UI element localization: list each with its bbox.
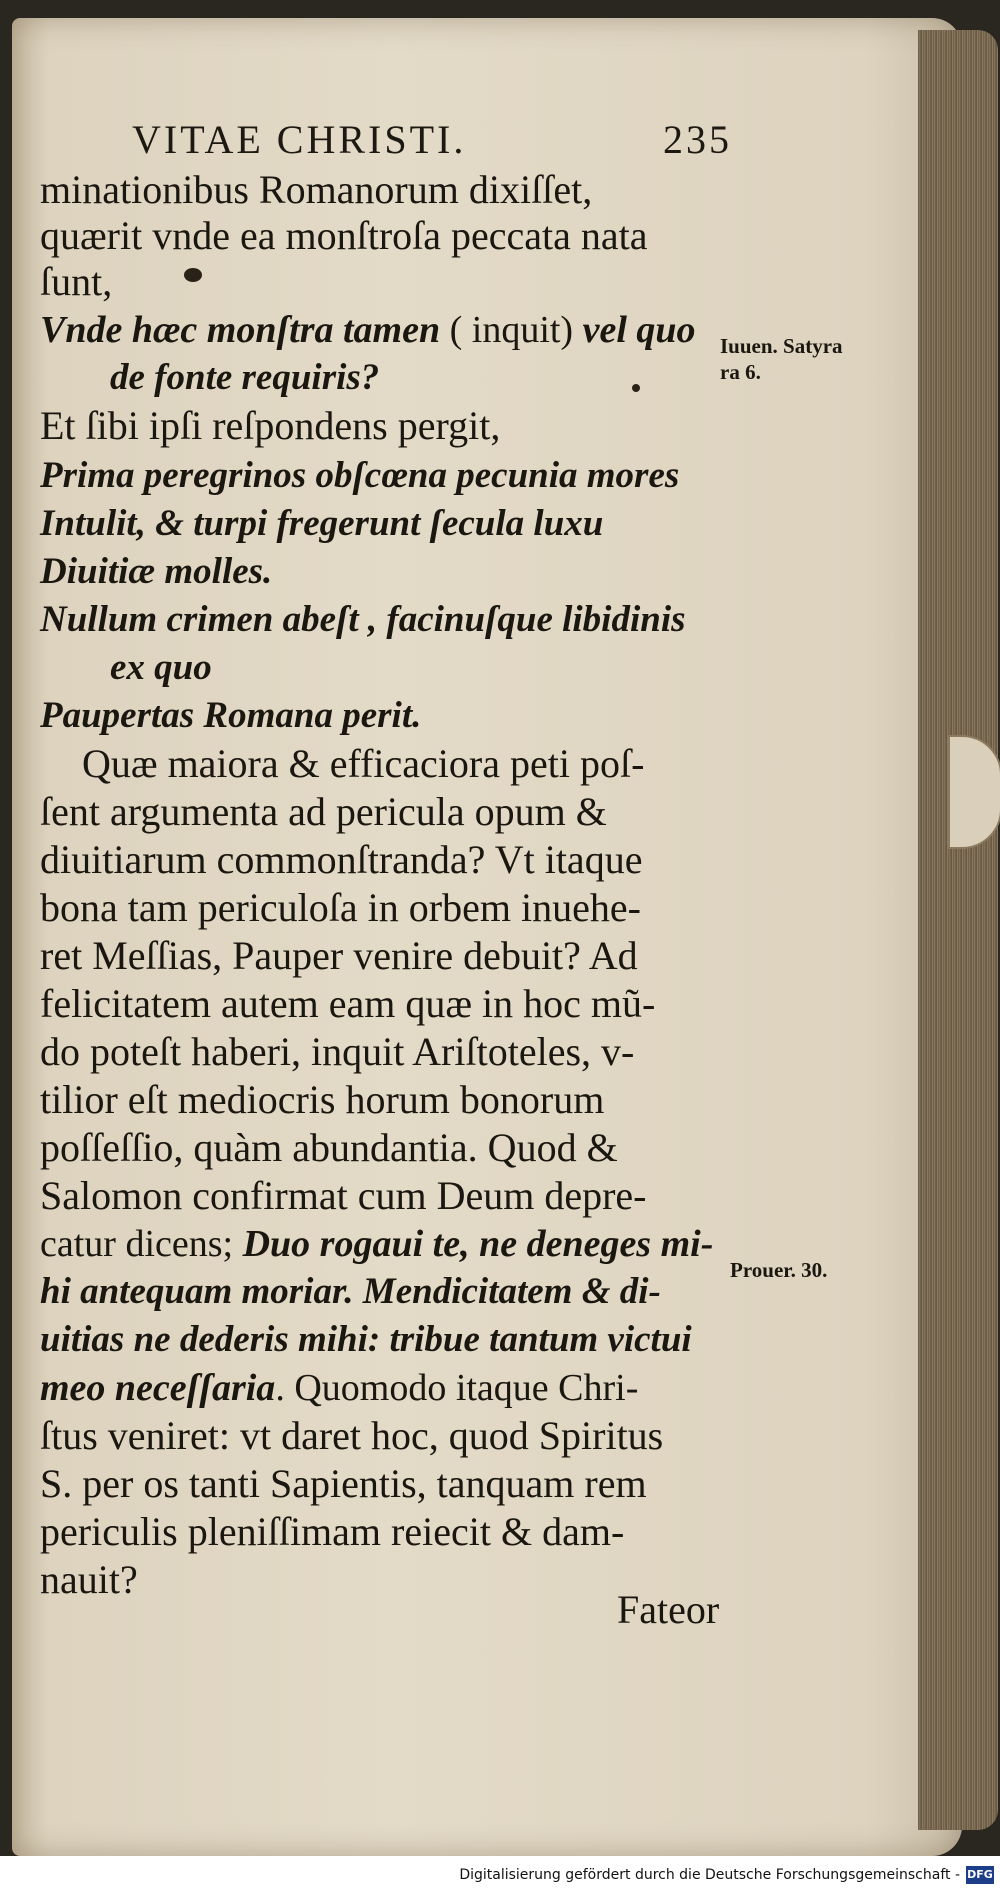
footer-credit: Digitalisierung gefördert durch die Deutsche Forschungsgemeinschaft - bbox=[459, 1867, 960, 1883]
text-line: ſunt, bbox=[40, 259, 113, 304]
verse-line: ex quo bbox=[110, 647, 212, 688]
text-line: do poteſt haberi, inquit Ariſtoteles, v- bbox=[40, 1029, 635, 1074]
quote-fragment: meo neceſſaria bbox=[40, 1367, 276, 1409]
verse-fragment: Vnde hæc monſtra tamen bbox=[40, 309, 441, 351]
text-line: poſſeſſio, quàm abundantia. Quod & bbox=[40, 1125, 618, 1170]
running-header bbox=[132, 116, 732, 163]
text-line: periculis pleniſſimam reiecit & dam- bbox=[40, 1509, 625, 1554]
margin-note-proverbs: Prouer. 30. bbox=[730, 1258, 828, 1282]
text-line: tilior eſt mediocris horum bonorum bbox=[40, 1077, 605, 1122]
text-line: Salomon confirmat cum Deum depre- bbox=[40, 1173, 647, 1218]
text-line: quærit vnde ea monſtroſa peccata nata bbox=[40, 213, 648, 258]
text-line bbox=[40, 1364, 638, 1412]
text-line bbox=[40, 306, 696, 354]
dfg-logo-icon: DFG bbox=[966, 1866, 994, 1884]
verse-line: de fonte requiris? bbox=[110, 357, 380, 398]
text-line: minationibus Romanorum dixiſſet, bbox=[40, 167, 593, 212]
text-line: Et ſibi ipſi reſpondens pergit, bbox=[40, 403, 501, 448]
text-line: felicitatem autem eam quæ in hoc mũ- bbox=[40, 981, 656, 1026]
footer-bar bbox=[0, 1856, 1000, 1890]
folio-number: 235 bbox=[663, 117, 732, 162]
margin-note-juvenal-line2: ra 6. bbox=[720, 360, 761, 384]
verse-line: Nullum crimen abeſt , facinuſque libidinis bbox=[40, 599, 686, 640]
text-line: nauit? bbox=[40, 1557, 138, 1602]
text-fragment: . Quomodo itaque Chri- bbox=[275, 1367, 639, 1409]
text-line: ſent argumenta ad pericula opum & bbox=[40, 789, 607, 834]
text-line: bona tam periculoſa in orbem inuehe- bbox=[40, 885, 641, 930]
margin-note-juvenal: Iuuen. Satyra bbox=[720, 334, 843, 358]
text-line bbox=[40, 1220, 713, 1268]
ink-spot bbox=[632, 384, 640, 392]
page-tab bbox=[948, 735, 1000, 849]
ink-blot bbox=[184, 268, 202, 282]
verse-line: Diuitiæ molles. bbox=[40, 551, 273, 592]
page-edges bbox=[918, 30, 998, 1830]
verse-line: Prima peregrinos obſcœna pecunia mores bbox=[40, 455, 680, 496]
text-fragment: catur dicens; bbox=[40, 1223, 243, 1265]
verse-line: Intulit, & turpi fregerunt ſecula luxu bbox=[40, 503, 604, 544]
text-line: ſtus veniret: vt daret hoc, quod Spiritus bbox=[40, 1413, 664, 1458]
verse-fragment: vel quo bbox=[582, 309, 696, 351]
quote-fragment: Duo rogaui te, ne deneges mi- bbox=[242, 1223, 714, 1265]
text-line: S. per os tanti Sapientis, tanquam rem bbox=[40, 1461, 647, 1506]
catchword: Fateor bbox=[617, 1587, 720, 1632]
quote-line: hi antequam moriar. Mendicitatem & di- bbox=[40, 1271, 661, 1312]
quote-line: uitias ne dederis mihi: tribue tantum victui bbox=[40, 1319, 692, 1360]
text-line: ret Meſſias, Pauper venire debuit? Ad bbox=[40, 933, 638, 978]
book-page bbox=[12, 18, 962, 1856]
verse-line: Paupertas Romana perit. bbox=[40, 695, 422, 736]
text-line: diuitiarum commonſtranda? Vt itaque bbox=[40, 837, 643, 882]
running-title: VITAE CHRISTI. bbox=[132, 117, 467, 162]
text-fragment: ( inquit) bbox=[440, 309, 583, 351]
text-line: Quæ maiora & efficaciora peti poſ- bbox=[82, 741, 645, 786]
